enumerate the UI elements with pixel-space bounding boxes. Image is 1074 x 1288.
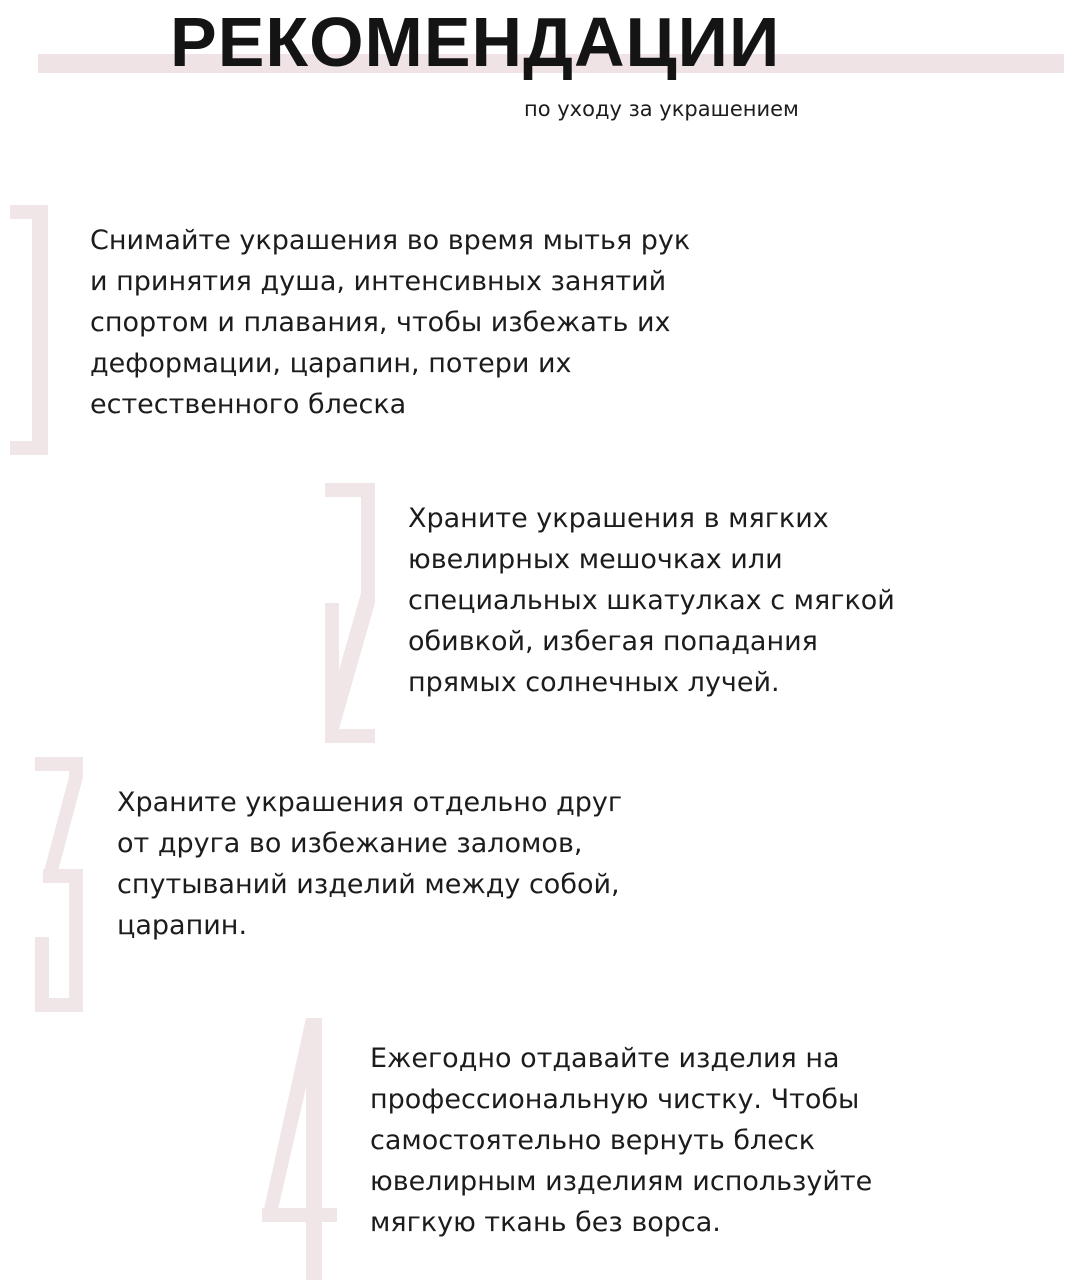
recommendation-4-line: мягкую ткань без ворса. <box>370 1207 721 1238</box>
recommendation-4-line: Ежегодно отдавайте изделия на <box>370 1043 840 1074</box>
recommendation-1-text <box>90 220 690 425</box>
recommendation-1-line: деформации, царапин, потери их <box>90 348 572 379</box>
recommendation-3-line: царапин. <box>117 910 248 941</box>
recommendation-2-line: специальных шкатулках с мягкой <box>408 585 895 616</box>
recommendation-2-line: обивкой, избегая попадания <box>408 626 818 657</box>
page-title: РЕКОМЕНДАЦИИ <box>170 3 781 81</box>
recommendation-2-line: прямых солнечных лучей. <box>408 667 780 698</box>
recommendation-2-text <box>408 498 895 703</box>
step-number-1 <box>10 205 50 455</box>
step-number-3 <box>35 757 90 1012</box>
recommendation-1-line: спортом и плавания, чтобы избежать их <box>90 307 671 338</box>
recommendation-4-text <box>370 1038 872 1243</box>
recommendation-1-line: Снимайте украшения во время мытья рук <box>90 225 691 256</box>
recommendation-4-line: ювелирным изделиям используйте <box>370 1166 873 1197</box>
recommendation-3-line: от друга во избежание заломов, <box>117 828 583 859</box>
recommendation-2-line: ювелирных мешочках или <box>408 544 783 575</box>
page-subtitle: по уходу за украшением <box>524 97 799 121</box>
step-number-4 <box>262 1018 342 1280</box>
recommendation-1-line: естественного блеска <box>90 389 407 420</box>
recommendation-2-line: Храните украшения в мягких <box>408 503 829 534</box>
step-number-2 <box>325 483 380 743</box>
recommendation-4-line: самостоятельно вернуть блеск <box>370 1125 816 1156</box>
recommendation-4-line: профессиональную чистку. Чтобы <box>370 1084 860 1115</box>
recommendation-1-line: и принятия душа, интенсивных занятий <box>90 266 667 297</box>
recommendation-3-line: спутываний изделий между собой, <box>117 869 620 900</box>
recommendation-3-line: Храните украшения отдельно друг <box>117 787 623 818</box>
recommendation-3-text <box>117 782 622 946</box>
